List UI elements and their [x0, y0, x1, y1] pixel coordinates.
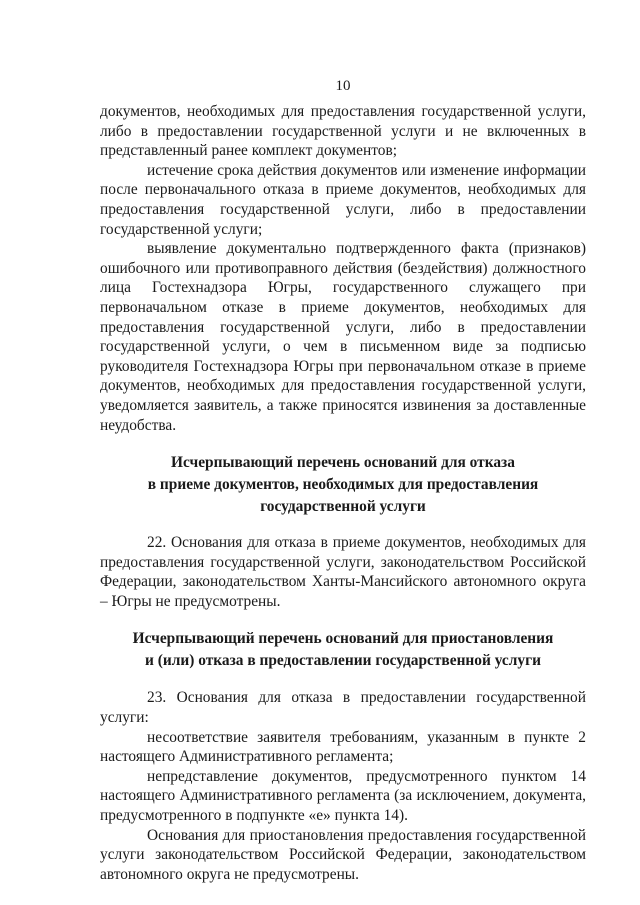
heading-line: в приеме документов, необходимых для предоставления — [147, 476, 539, 494]
section-heading-suspension-grounds — [100, 628, 586, 672]
heading-line: Исчерпывающий перечень оснований для отказа — [171, 454, 515, 472]
paragraph-suspension: Основания для приостановления предоставления государственной услуги законодательством Российской Федерации, законодательством автономного округа не предусмотрены. — [100, 826, 586, 883]
heading-line: и (или) отказа в предоставлении государственной услуги — [145, 652, 541, 670]
page-number: 10 — [335, 78, 351, 94]
paragraph-22: 22. Основания для отказа в приеме документов, необходимых для предоставления государственной услуги, законодательством Российской Федерации, законодательством Ханты-Мансийского автономного округа – Югры не предусмотрены. — [100, 534, 586, 610]
paragraph-nonconformity: несоответствие заявителя требованиям, указанным в пункте 2 настоящего Административного регламента; — [100, 728, 586, 766]
heading-line: Исчерпывающий перечень оснований для приостановления — [132, 630, 554, 648]
heading-line: государственной услуги — [260, 498, 426, 516]
paragraph-23: 23. Основания для отказа в предоставлении государственной услуги: — [100, 689, 586, 727]
document-body — [100, 102, 586, 884]
paragraph-error-detection: выявление документально подтвержденного факта (признаков) ошибочного или противоправного действия (бездействия) должностного лица Гостехнадзора Югры, государственного служащего при первоначальном отказе в приеме документов, необходимых для предоставления государственной услуги, либо в предоставлении государственной услуги, о чем в письменном виде за подписью руководителя Гостехнадзора Югры при первоначальном отказе в приеме документов, необходимых для предоставления государственной услуги, уведомляется заявитель, а также приносятся извинения за доставленные неудобства. — [100, 240, 586, 434]
document-page — [100, 0, 586, 905]
paragraph-expiry: истечение срока действия документов или изменение информации после первоначального отказа в приеме документов, необходимых для предоставления государственной услуги, либо в предоставлении государственной услуги; — [100, 161, 586, 238]
paragraph-continuation: документов, необходимых для предоставления государственной услуги, либо в предоставлении государственной услуги и не включенных в представленный ранее комплект документов; — [100, 103, 586, 160]
paragraph-non-submission: непредставление документов, предусмотренного пунктом 14 настоящего Административного регламента (за исключением, документа, предусмотренного в подпункте «е» пункта 14). — [100, 767, 586, 825]
section-heading-refusal-grounds — [100, 452, 586, 518]
